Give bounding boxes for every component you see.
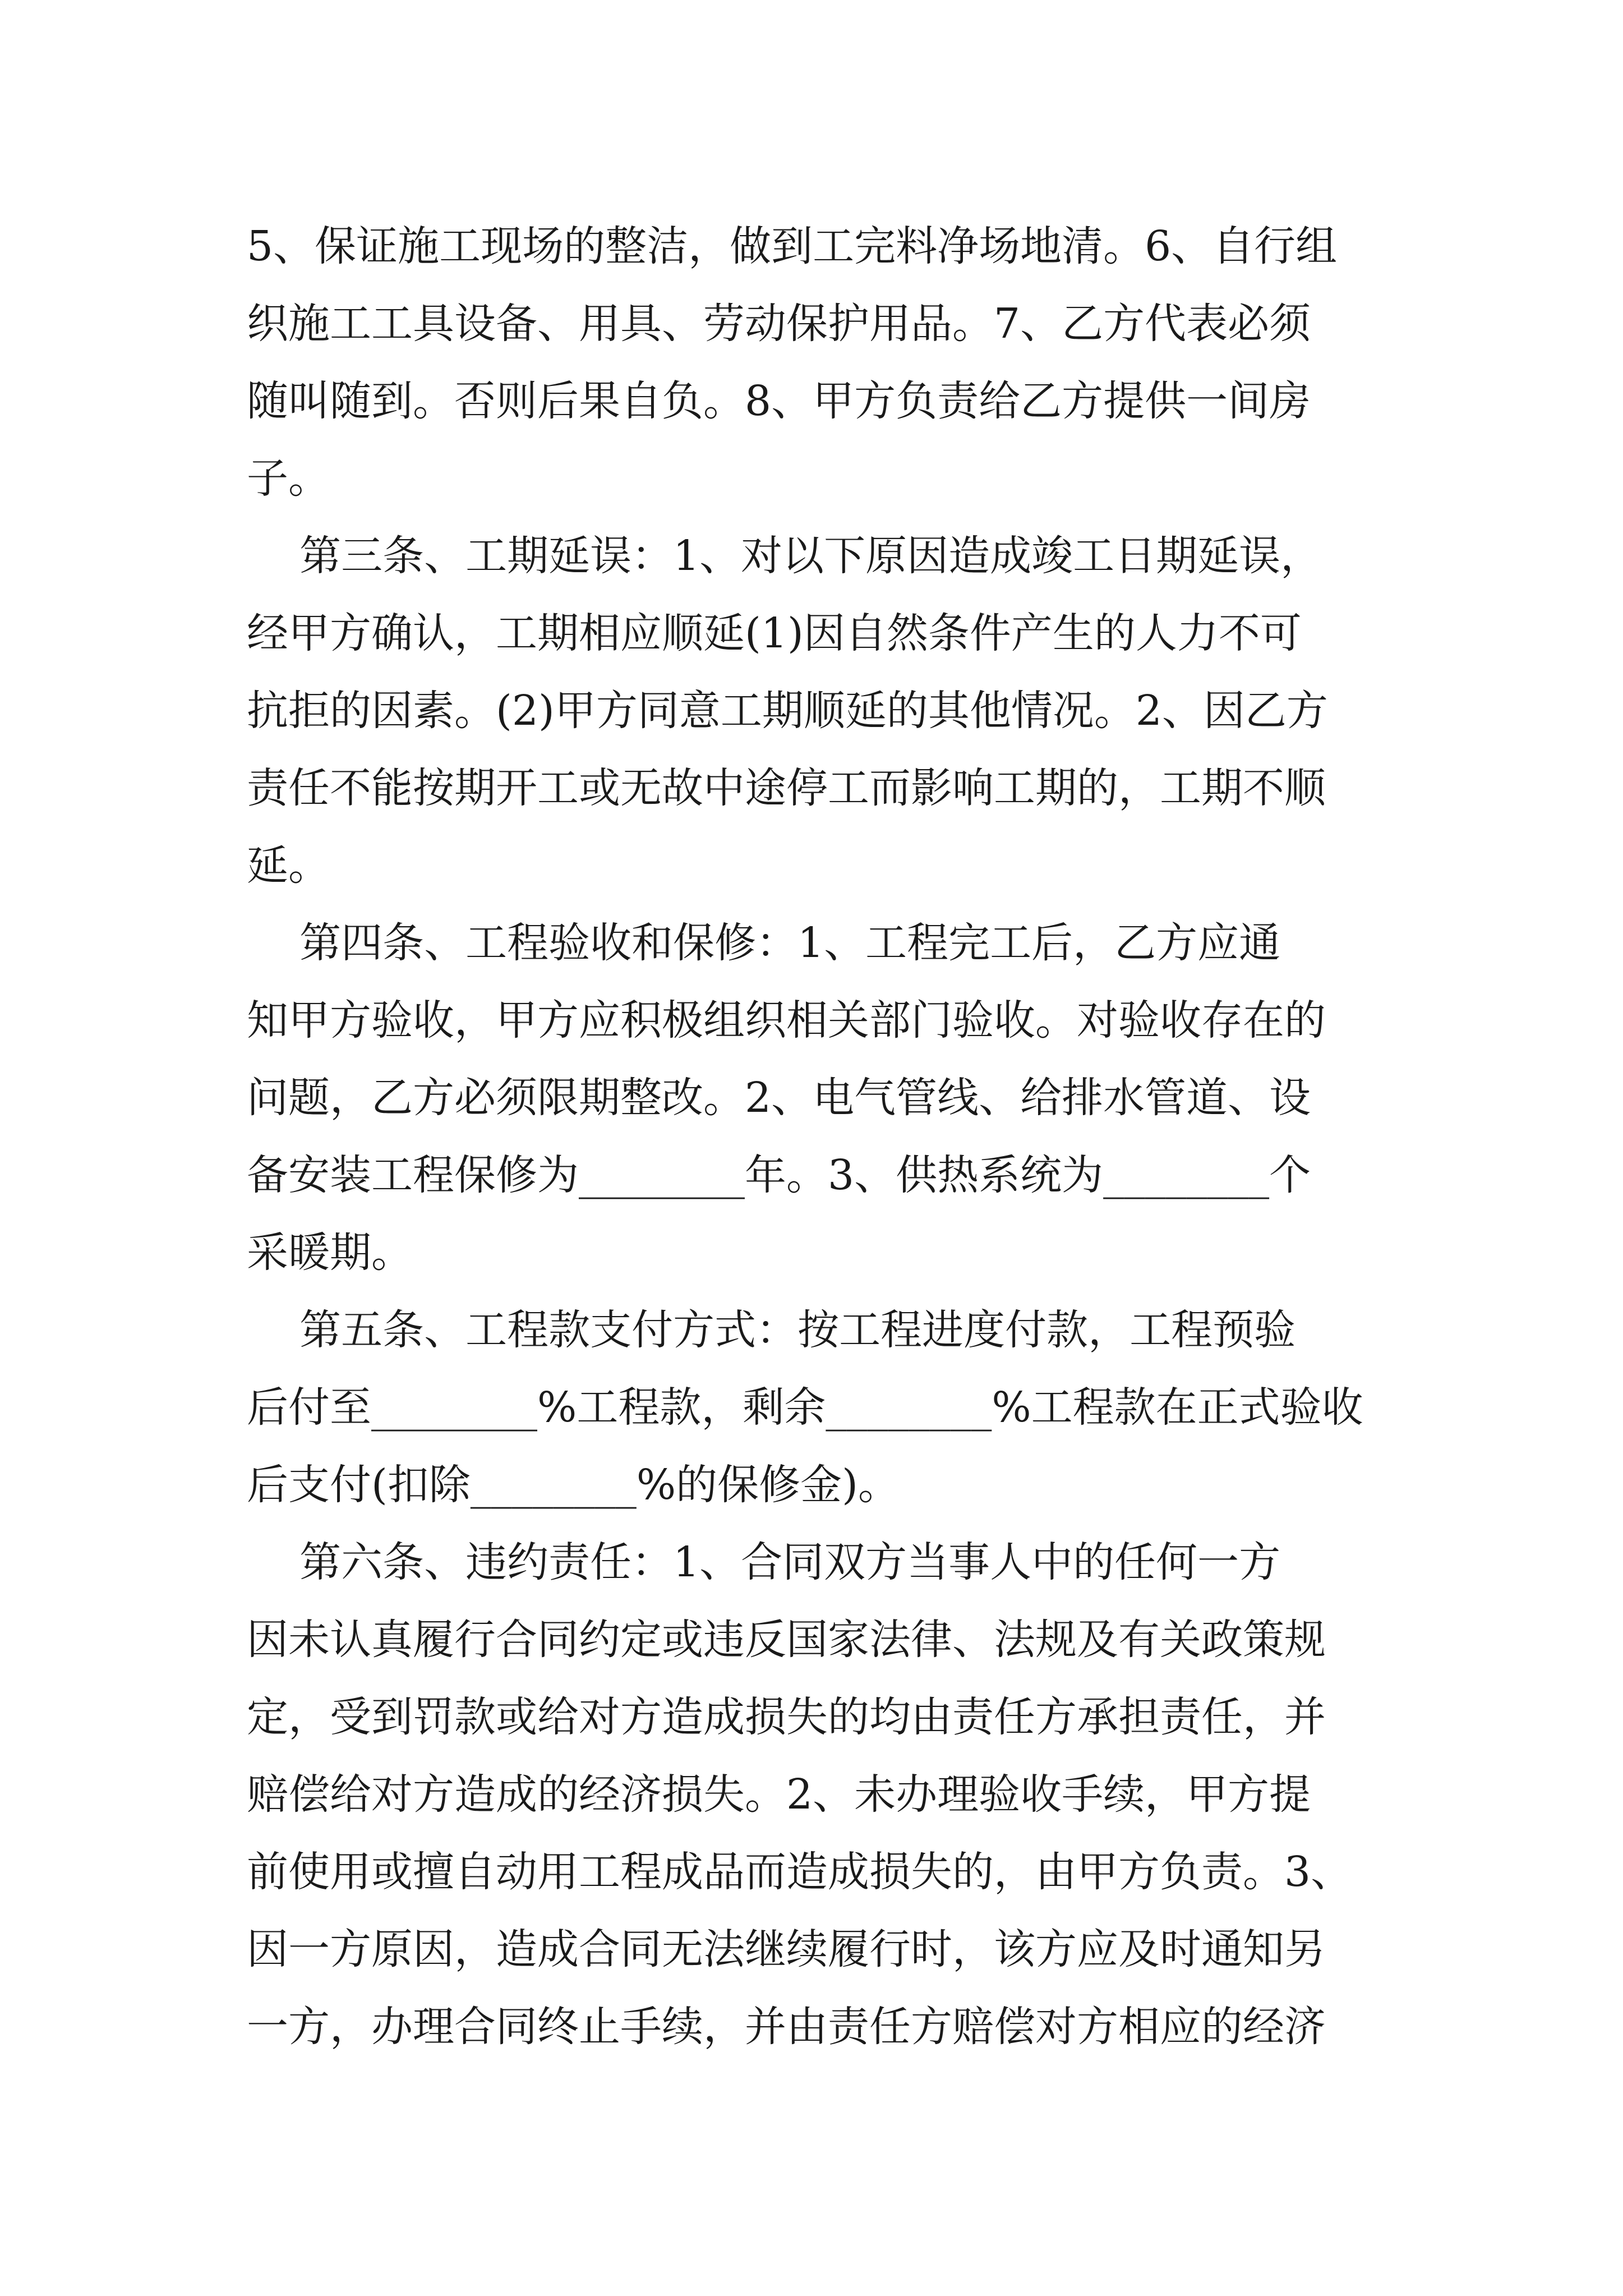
text-line: 一方，办理合同终止手续，并由责任方赔偿对方相应的经济 [247,2003,1326,2051]
text-line: 知甲方验收，甲方应积极组织相关部门验收。对验收存在的 [247,996,1326,1045]
text-line: 因一方原因，造成合同无法继续履行时，该方应及时通知另 [247,1925,1326,1973]
article-5-heading-line: 第五条、工程款支付方式：按工程进度付款，工程预验 [247,1306,1296,1354]
text-line: 责任不能按期开工或无故中途停工而影响工期的，工期不顺 [247,764,1326,812]
text-line: 织施工工具设备、用具、劳动保护用品。7、乙方代表必须 [247,300,1311,348]
text-line: 随叫随到。否则后果自负。8、甲方负责给乙方提供一间房 [247,377,1311,425]
text-line: 抗拒的因素。(2)甲方同意工期顺延的其他情况。2、因乙方 [247,687,1328,735]
text-line: 后付至________%工程款，剩余________%工程款在正式验收 [247,1383,1363,1432]
article-6-heading-line: 第六条、违约责任：1、合同双方当事人中的任何一方 [247,1538,1281,1586]
text-line: 赔偿给对方造成的经济损失。2、未办理验收手续，甲方提 [247,1770,1311,1819]
text-line: 延。 [247,841,330,890]
text-line: 因未认真履行合同约定或违反国家法律、法规及有关政策规 [247,1616,1326,1664]
text-line: 定，受到罚款或给对方造成损失的均由责任方承担责任，并 [247,1693,1326,1741]
text-line: 采暖期。 [247,1228,413,1277]
text-line: 经甲方确认，工期相应顺延(1)因自然条件产生的人力不可 [247,609,1302,657]
contract-body-text [247,208,1391,2065]
text-line: 问题，乙方必须限期整改。2、电气管线、给排水管道、设 [247,1074,1311,1122]
text-line: 后支付(扣除________%的保修金)。 [247,1461,900,1509]
article-3-heading-line: 第三条、工期延误：1、对以下原因造成竣工日期延误， [247,532,1322,580]
text-line: 子。 [247,454,330,503]
text-line: 备安装工程保修为________年。3、供热系统为________个 [247,1151,1311,1199]
text-line: 5、保证施工现场的整洁，做到工完料净场地清。6、自行组 [247,222,1338,270]
article-4-heading-line: 第四条、工程验收和保修：1、工程完工后，乙方应通 [247,919,1281,967]
text-line: 前使用或擅自动用工程成品而造成损失的，由甲方负责。3、 [247,1848,1353,1896]
